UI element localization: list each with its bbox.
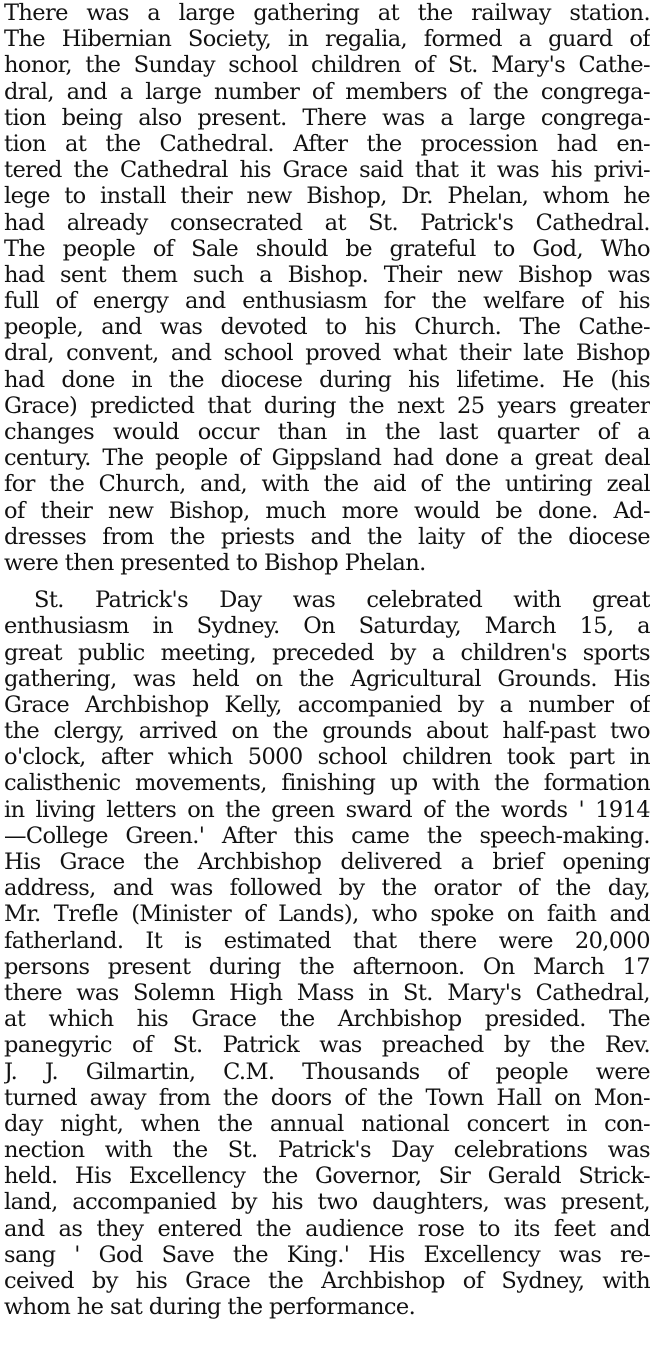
text-line: The people of Sale should be grateful to God, Who: [4, 235, 650, 262]
text-line: sang ' God Save the King.' His Excellency was re-: [4, 1241, 650, 1268]
text-line: had done in the diocese during his lifetime. He (his: [4, 366, 650, 393]
text-line: there was Solemn High Mass in St. Mary's Cathedral,: [4, 979, 650, 1006]
text-line: nection with the St. Patrick's Day celebrations was: [4, 1137, 650, 1164]
text-line: turned away from the doors of the Town Hall on Mon-: [4, 1084, 650, 1111]
text-line: had sent them such a Bishop. Their new Bishop was: [4, 261, 650, 288]
text-line: for the Church, and, with the aid of the untiring zeal: [4, 471, 650, 498]
text-line: land, accompanied by his two daughters, was present,: [4, 1189, 650, 1216]
paragraph-sale-installation: [4, 0, 650, 576]
paragraph-st-patricks-day-sydney: [4, 587, 650, 1320]
text-line: The Hibernian Society, in regalia, formed a guard of: [4, 26, 650, 53]
text-line: Mr. Trefle (Minister of Lands), who spoke on faith and: [4, 901, 650, 928]
text-line: panegyric of St. Patrick was preached by the Rev.: [4, 1032, 650, 1059]
text-line: His Grace the Archbishop delivered a brief opening: [4, 849, 650, 875]
text-line: day night, when the annual national concert in con-: [4, 1110, 650, 1137]
text-line: persons present during the afternoon. On March 17: [4, 953, 650, 980]
text-line: calisthenic movements, finishing up with the formation: [4, 770, 650, 797]
text-line: J. J. Gilmartin, C.M. Thousands of people were: [4, 1058, 650, 1085]
text-line: tion at the Cathedral. After the procession had en-: [4, 130, 650, 157]
text-line: dral, convent, and school proved what their late Bishop: [4, 340, 650, 367]
text-line: full of energy and enthusiasm for the welfare of his: [4, 288, 650, 315]
text-line: fatherland. It is estimated that there were 20,000: [4, 927, 650, 954]
text-line: address, and was followed by the orator of the day,: [4, 875, 650, 902]
text-line: the clergy, arrived on the grounds about half-past two: [4, 718, 650, 745]
text-line: century. The people of Gippsland had done a great deal: [4, 445, 650, 472]
text-line: ceived by his Grace the Archbishop of Sydney, with: [4, 1268, 650, 1294]
text-line: Grace Archbishop Kelly, accompanied by a number of: [4, 691, 650, 718]
text-line: Grace) predicted that during the next 25 years greater: [4, 392, 650, 419]
text-line: enthusiasm in Sydney. On Saturday, March 15, a: [4, 613, 650, 640]
text-line: There was a large gathering at the railway station.: [4, 0, 650, 26]
text-line: tion being also present. There was a large congrega-: [4, 104, 650, 131]
text-line: dral, and a large number of members of the congrega-: [4, 78, 650, 105]
text-line: were then presented to Bishop Phelan.: [4, 549, 426, 576]
text-line: people, and was devoted to his Church. The Cathe-: [4, 314, 650, 341]
text-line: great public meeting, preceded by a children's sports: [4, 639, 650, 666]
text-line: o'clock, after which 5000 school children took part in: [4, 744, 650, 771]
text-line: lege to install their new Bishop, Dr. Phelan, whom he: [4, 183, 650, 210]
text-line: held. His Excellency the Governor, Sir Gerald Strick-: [4, 1163, 650, 1190]
text-line: of their new Bishop, much more would be done. Ad-: [4, 497, 650, 524]
text-line: in living letters on the green sward of the words ' 1914: [4, 796, 650, 823]
text-line: —College Green.' After this came the speech-making.: [4, 822, 650, 849]
text-line: honor, the Sunday school children of St. Mary's Cathe-: [4, 52, 650, 79]
text-line: whom he sat during the performance.: [4, 1294, 416, 1321]
text-line: and as they entered the audience rose to its feet and: [4, 1215, 650, 1242]
text-line: dresses from the priests and the laity of the diocese: [4, 523, 650, 550]
text-line: St. Patrick's Day was celebrated with great: [34, 587, 650, 614]
text-line: changes would occur than in the last quarter of a: [4, 419, 650, 445]
text-line: gathering, was held on the Agricultural Grounds. His: [4, 665, 650, 692]
text-line: at which his Grace the Archbishop presided. The: [4, 1006, 650, 1033]
text-line: tered the Cathedral his Grace said that it was his privi-: [4, 157, 650, 184]
text-line: had already consecrated at St. Patrick's Cathedral.: [4, 209, 650, 236]
